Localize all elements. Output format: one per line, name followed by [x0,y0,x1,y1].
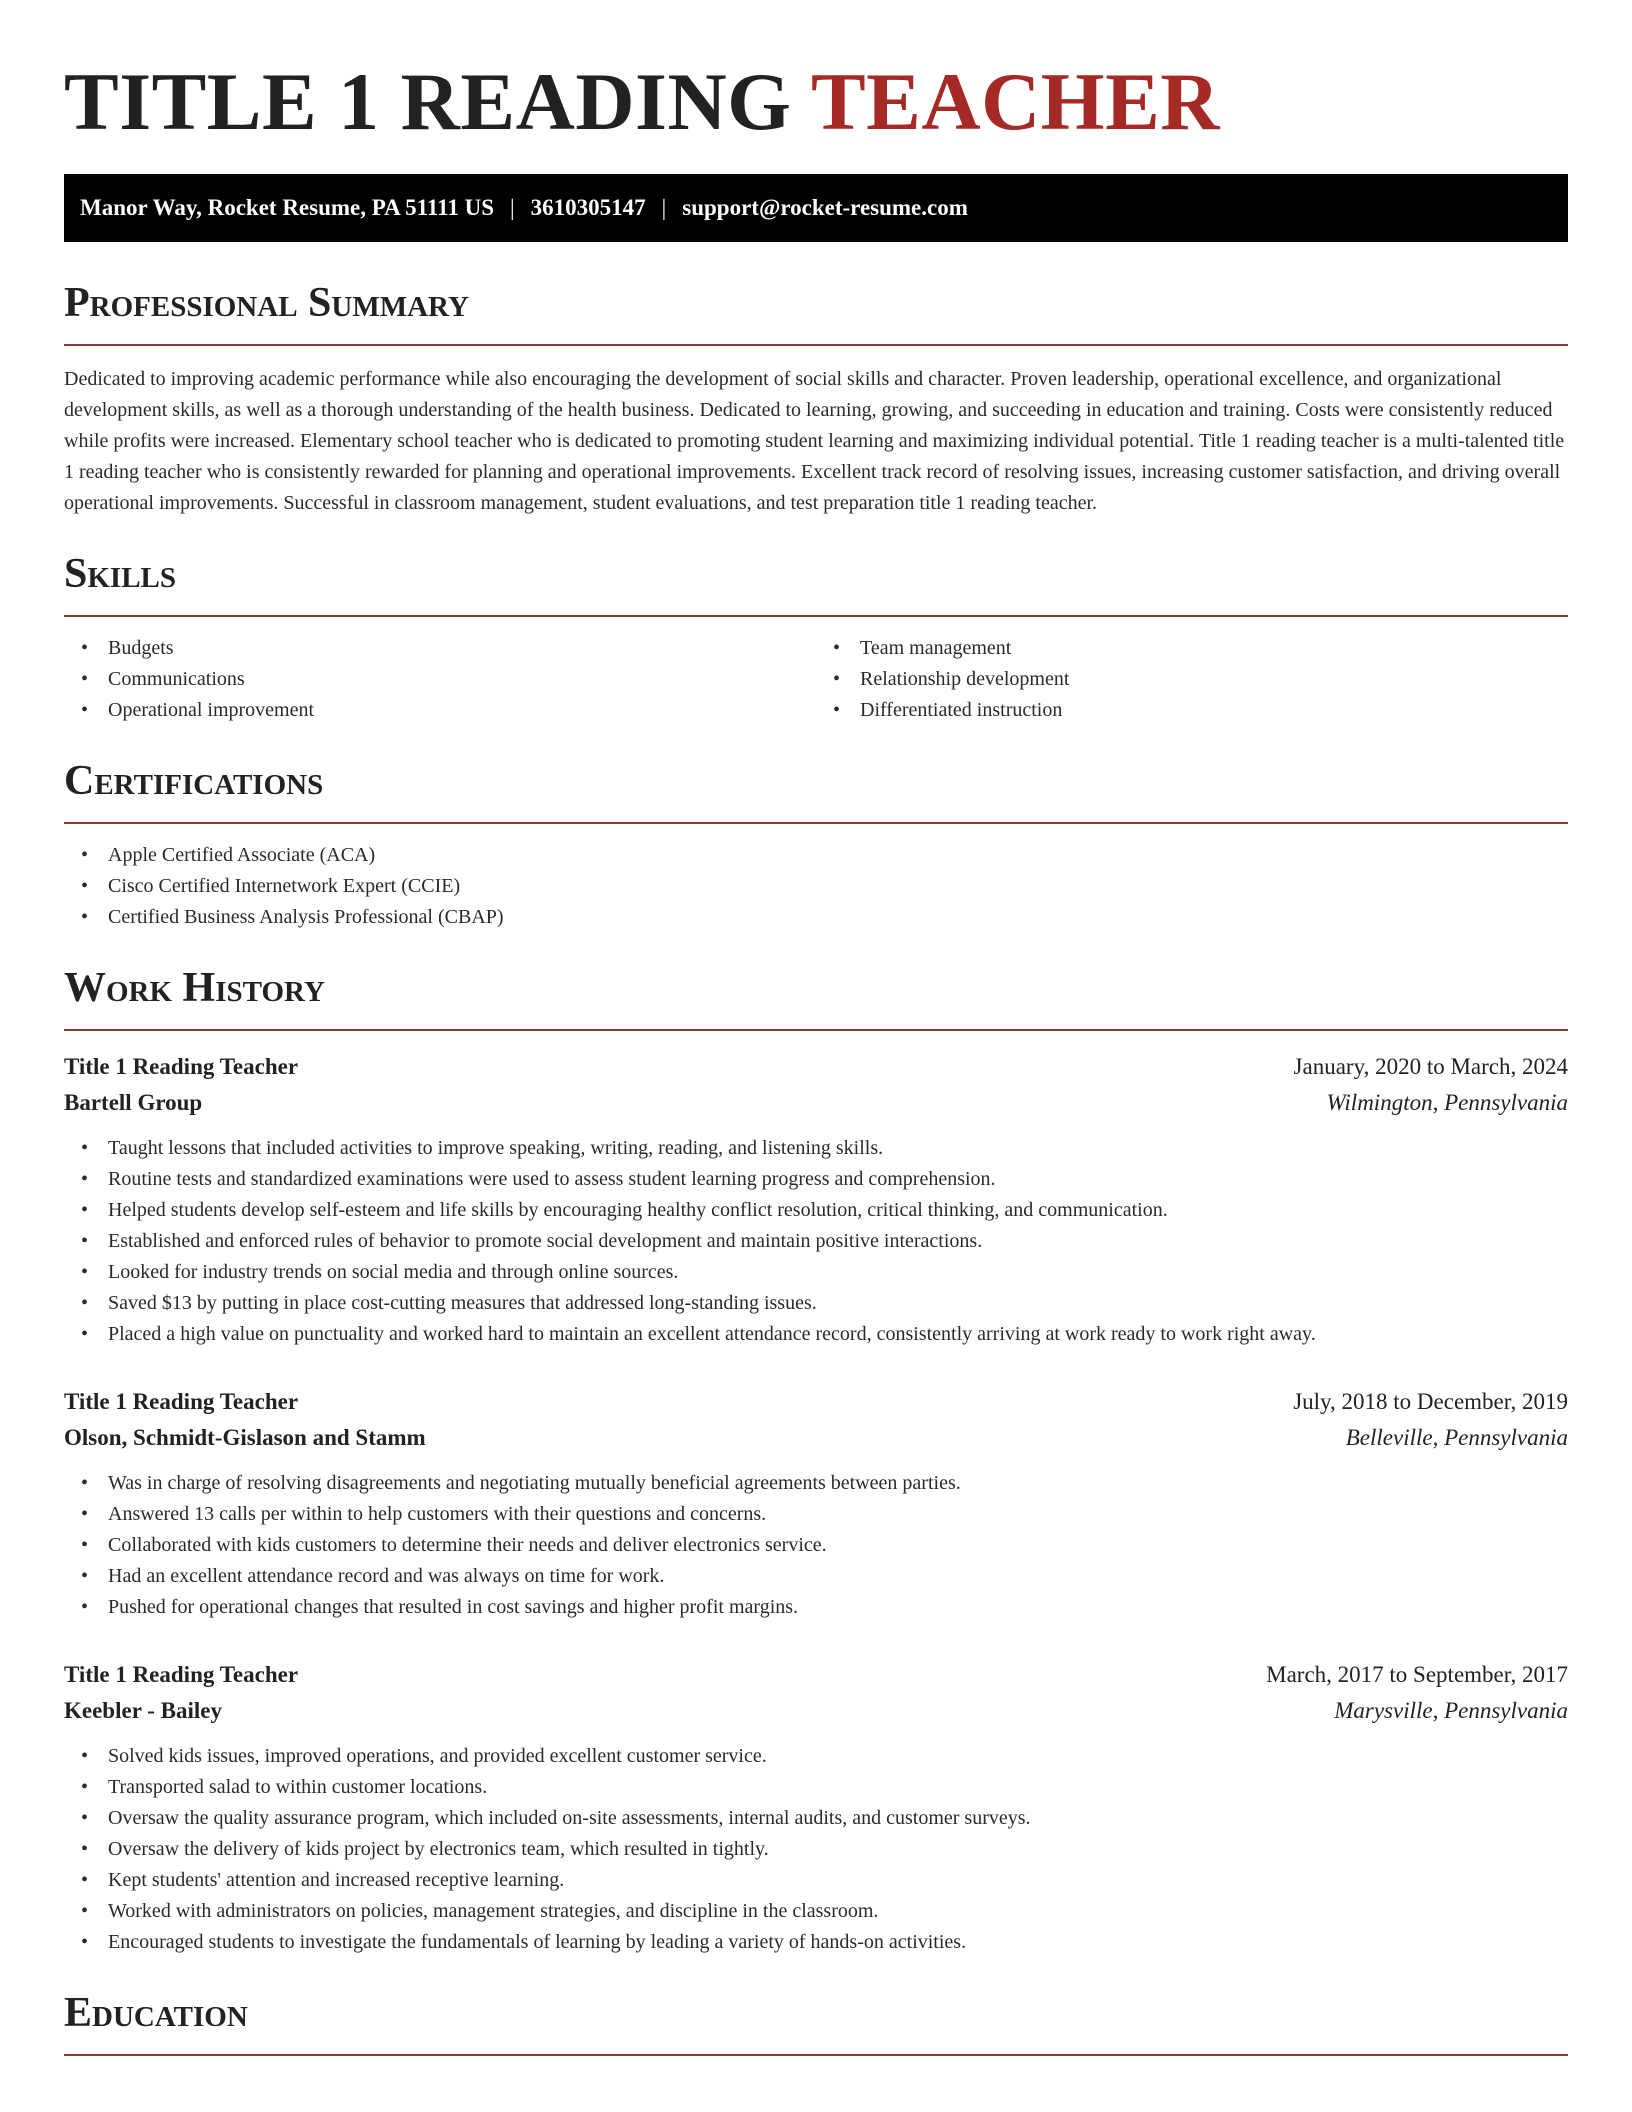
contact-bar [64,174,1568,242]
job-bullets [64,1468,1568,1623]
summary-heading: Professional Summary [64,280,469,326]
certification-item: • Apple Certified Associate (ACA) [64,840,1568,871]
skills-list-right [816,633,1568,726]
skill-item: • Differentiated instruction [816,695,1568,726]
skill-item: • Team management [816,633,1568,664]
job-header [64,1657,1568,1693]
resume-title [64,0,1568,148]
job-bullets [64,1741,1568,1958]
job-subheader [64,1420,1568,1456]
job-bullet: • Oversaw the quality assurance program, which included on-site assessments, internal audits, and customer surveys. [64,1803,1568,1834]
job-dates: January, 2020 to March, 2024 [1293,1054,1568,1079]
contact-address: Manor Way, Rocket Resume, PA 51111 US [80,195,495,220]
job-bullet: • Transported salad to within customer locations. [64,1772,1568,1803]
job-entry [64,1384,1568,1623]
job-title: Title 1 Reading Teacher [64,1389,299,1414]
skill-item: • Relationship development [816,664,1568,695]
summary-text: Dedicated to improving academic performance while also encouraging the development of social skills and character. Proven leadership, operational excellence, and organizational development skills, as well as a thorough understanding of the health business. Dedicated to learning, growing, and succeeding in education and training. Costs were consistently reduced while profits were increased. Elementary school teacher who is dedicated to promoting student learning and maximizing individual potential. Title 1 reading teacher is a multi-talented title 1 reading teacher who is consistently rewarded for planning and operational improvements. Excellent track record of resolving issues, increasing customer satisfaction, and driving overall operational improvements. Successful in classroom management, student evaluations, and test preparation title 1 reading teacher. [64,368,1565,514]
job-bullet: • Worked with administrators on policies, management strategies, and discipline in the classroom. [64,1896,1568,1927]
job-dates: July, 2018 to December, 2019 [1293,1389,1568,1414]
section-divider [64,822,1568,824]
education-heading: Education [64,1990,248,2036]
work-history-section [64,963,1568,1958]
job-company: Keebler - Bailey [64,1698,222,1723]
skills-list-left [64,633,816,726]
job-subheader [64,1693,1568,1729]
job-header [64,1384,1568,1420]
title-main: TITLE 1 READING [64,56,792,147]
job-bullet: • Helped students develop self-esteem and life skills by encouraging healthy conflict resolution, critical thinking, and communication. [64,1195,1568,1226]
job-title: Title 1 Reading Teacher [64,1662,299,1687]
work-history-heading: Work History [64,965,325,1011]
certifications-list [64,840,1568,933]
job-entry [64,1049,1568,1350]
job-company: Olson, Schmidt-Gislason and Stamm [64,1425,426,1450]
job-bullet: • Pushed for operational changes that resulted in cost savings and higher profit margins. [64,1592,1568,1623]
job-company: Bartell Group [64,1090,203,1115]
section-divider [64,344,1568,346]
job-entry [64,1657,1568,1958]
job-bullet: • Kept students' attention and increased receptive learning. [64,1865,1568,1896]
section-divider [64,2054,1568,2056]
job-dates: March, 2017 to September, 2017 [1266,1662,1568,1687]
contact-separator: | [661,195,667,220]
skill-item: • Operational improvement [64,695,816,726]
job-bullet: • Encouraged students to investigate the fundamentals of learning by leading a variety of hands-on activities. [64,1927,1568,1958]
skill-item: • Communications [64,664,816,695]
job-header [64,1049,1568,1085]
job-bullet: • Had an excellent attendance record and was always on time for work. [64,1561,1568,1592]
summary-section [64,278,1568,519]
job-bullet: • Routine tests and standardized examinations were used to assess student learning progress and comprehension. [64,1164,1568,1195]
contact-separator: | [510,195,515,220]
certifications-section [64,756,1568,933]
job-bullet: • Looked for industry trends on social media and through online sources. [64,1257,1568,1288]
contact-phone[interactable]: 3610305147 [530,195,646,220]
title-accent: TEACHER [810,56,1220,147]
job-bullet: • Taught lessons that included activities to improve speaking, writing, reading, and listening skills. [64,1133,1568,1164]
skill-item: • Budgets [64,633,816,664]
job-bullet: • Saved $13 by putting in place cost-cutting measures that addressed long-standing issues. [64,1288,1568,1319]
job-location: Wilmington, Pennsylvania [1326,1090,1568,1115]
certification-item: • Cisco Certified Internetwork Expert (CCIE) [64,871,1568,902]
contact-email[interactable]: support@rocket-resume.com [682,195,968,220]
job-title: Title 1 Reading Teacher [64,1054,299,1079]
skills-columns [64,633,1568,726]
section-divider [64,615,1568,617]
job-bullet: • Collaborated with kids customers to determine their needs and deliver electronics service. [64,1530,1568,1561]
job-location: Belleville, Pennsylvania [1345,1425,1568,1450]
section-divider [64,1029,1568,1031]
job-bullet: • Answered 13 calls per within to help customers with their questions and concerns. [64,1499,1568,1530]
certifications-heading: Certifications [64,758,324,804]
job-bullet: • Oversaw the delivery of kids project by electronics team, which resulted in tightly. [64,1834,1568,1865]
skills-heading: Skills [64,551,177,597]
job-location: Marysville, Pennsylvania [1334,1698,1568,1723]
skills-section [64,549,1568,726]
job-bullet: • Was in charge of resolving disagreements and negotiating mutually beneficial agreements between parties. [64,1468,1568,1499]
job-subheader [64,1085,1568,1121]
certification-item: • Certified Business Analysis Professional (CBAP) [64,902,1568,933]
education-section [64,1988,1568,2056]
job-bullet: • Established and enforced rules of behavior to promote social development and maintain positive interactions. [64,1226,1568,1257]
job-bullet: • Placed a high value on punctuality and worked hard to maintain an excellent attendance record, consistently arriving at work ready to work right away. [64,1319,1568,1350]
job-bullet: • Solved kids issues, improved operations, and provided excellent customer service. [64,1741,1568,1772]
job-bullets [64,1133,1568,1350]
